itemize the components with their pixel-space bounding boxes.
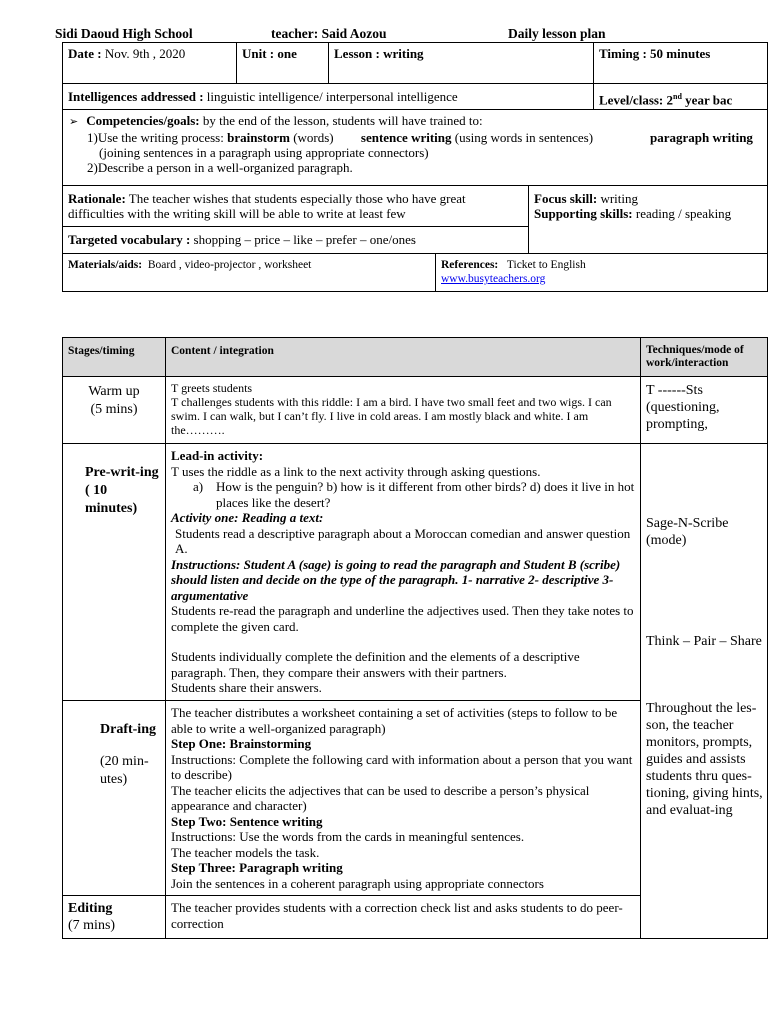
- competency-1-sentence: sentence writing: [360, 130, 452, 145]
- step-one-title: Step One: Brainstorming: [171, 736, 312, 751]
- support-label: Supporting skills:: [534, 206, 633, 221]
- step-three-text: Join the sentences in a coherent paragraph using appropriate connectors: [171, 875, 544, 891]
- skills-cell: [528, 185, 768, 254]
- editing-content-cell: The teacher provides students with a correction check list and asks students to do peer-correction: [165, 895, 641, 939]
- drafting-stage-cell: [62, 700, 166, 896]
- technique-sage-n-scribe: Sage-N-Scribe (mode): [646, 516, 729, 548]
- warmup-stage-cell: [62, 376, 166, 444]
- competencies-heading: [69, 113, 762, 130]
- step-one-text-2: The teacher elicits the adjectives that can be used to describe a person’s physical appearance and character): [171, 782, 590, 813]
- level-sup: nd: [673, 92, 682, 101]
- vocab-label: Targeted vocabulary :: [68, 232, 191, 247]
- references-cell: [435, 253, 768, 292]
- individual-text: Students individually complete the definition and the elements of a descriptive paragraph. Then, they compare their answers with their partners.: [171, 649, 580, 680]
- supporting-skills: [534, 206, 762, 221]
- intelligences-label: Intelligences addressed :: [68, 89, 204, 104]
- prewriting-content-cell: [165, 443, 641, 701]
- competencies-label: Competencies/goals:: [86, 113, 200, 128]
- competency-2-num: 2): [87, 160, 98, 175]
- editing-stage: Editing: [68, 901, 113, 916]
- materials-cell: [62, 253, 436, 292]
- step-two-title: Step Two: Sentence writing: [171, 813, 323, 829]
- share-text: Students share their answers.: [171, 680, 322, 695]
- activity-one-title: Activity one: Reading a text:: [171, 510, 324, 525]
- date-cell: [62, 42, 237, 84]
- competencies-intro: by the end of the lesson, students will have trained to:: [202, 113, 483, 128]
- unit-cell: Unit : one: [236, 42, 329, 84]
- school-name: Sidi Daoud High School: [55, 26, 193, 41]
- references-label: References:: [441, 259, 499, 271]
- technique-throughout-lesson: Throughout the les-son, the teacher monitors, prompts, guides and assists students thru ques-tioning, giving hints, and evaluat-ing: [646, 701, 763, 818]
- references-link[interactable]: www.busyteachers.org: [441, 273, 546, 285]
- date-label: Date :: [68, 46, 102, 61]
- competency-1-num: 1): [87, 130, 98, 145]
- vocabulary-cell: [62, 226, 529, 254]
- warmup-riddle: T challenges students with this riddle: I am a bird. I have two small feet and two wigs. I can swim. I can walk, but I can’t fly. I live in cold areas. I am mostly black and white. I am the……….: [171, 395, 612, 437]
- col-techniques-header: Techniques/mode of work/interaction: [640, 337, 768, 377]
- competencies-cell: [62, 109, 768, 186]
- leadin-questions: [171, 479, 635, 510]
- drafting-stage: Draft-ing: [100, 722, 156, 737]
- activity-one-text: Students read a descriptive paragraph about a Moroccan comedian and answer question A.: [175, 525, 631, 556]
- references-line: [441, 258, 762, 272]
- rationale-label: Rationale:: [68, 191, 126, 206]
- leadin-text: T uses the riddle as a link to the next activity through asking questions.: [171, 463, 541, 479]
- warmup-stage: Warm up: [88, 384, 140, 399]
- col-stages-header: Stages/timing: [62, 337, 166, 377]
- warmup-greeting: T greets students: [171, 381, 253, 395]
- rationale-cell: [62, 185, 529, 227]
- level-rest: year bac: [681, 92, 733, 108]
- leadin-q-label: a): [193, 479, 204, 494]
- reread-text: Students re-read the paragraph and underline the adjectives used. Then they take notes to complete the given card.: [171, 603, 634, 634]
- intelligences-cell: [62, 83, 594, 110]
- warmup-content-cell: [165, 376, 641, 444]
- step-one-text: Instructions: Complete the following card with information about a person that you want to describe): [171, 751, 633, 782]
- bullet-arrow-icon: ➢: [69, 116, 79, 128]
- competency-1-brainstorm: brainstorm: [227, 130, 290, 145]
- support-value: reading / speaking: [635, 206, 732, 221]
- warmup-time: (5 mins): [90, 402, 138, 417]
- intelligences-value: linguistic intelligence/ interpersonal intelligence: [206, 89, 458, 104]
- competency-2: [69, 160, 762, 175]
- focus-value: writing: [600, 191, 639, 206]
- focus-skill: [534, 191, 762, 206]
- editing-time: (7 mins): [68, 918, 116, 933]
- vocab-value: shopping – price – like – prefer – one/ones: [193, 232, 416, 247]
- lesson-cell: Lesson : writing: [328, 42, 594, 84]
- drafting-time: (20 min-utes): [100, 754, 149, 787]
- competency-1-pre: Use the writing process:: [97, 130, 228, 145]
- activity-one-instructions: Instructions: Student A (sage) is going to read the paragraph and Student B (scribe) should listen and decide on the type of the paragraph. 1- narrative 2- descriptive 3- argumentative: [171, 556, 621, 603]
- competency-1-sentences-note: (using words in sentences): [451, 130, 594, 145]
- leadin-title: Lead-in activity:: [171, 448, 264, 463]
- competency-1-note: (joining sentences in a paragraph using appropriate connectors): [99, 145, 429, 160]
- competency-2-text: Describe a person in a well-organized paragraph.: [97, 160, 353, 175]
- techniques-merged-cell: [640, 443, 768, 939]
- editing-stage-cell: [62, 895, 166, 939]
- competency-1: [69, 130, 762, 145]
- leadin-q-text: How is the penguin? b) how is it different from other birds? d) does it live in hot places like the desert?: [216, 479, 635, 510]
- timing-cell: Timing : 50 minutes: [593, 42, 768, 84]
- drafting-intro: The teacher distributes a worksheet containing a set of activities (steps to follow to be able to write a well-organized paragraph): [171, 705, 618, 736]
- materials-label: Materials/aids:: [68, 259, 143, 271]
- teacher-name: teacher: Said Aozou: [271, 26, 387, 41]
- col-content-header: Content / integration: [165, 337, 641, 377]
- materials-value: Board , video-projector , worksheet: [147, 259, 312, 271]
- warmup-technique-cell: [640, 376, 768, 444]
- competency-1-paragraph: paragraph writing: [650, 130, 753, 145]
- warmup-technique-2: (questioning, prompting,: [646, 400, 720, 432]
- step-three-title: Step Three: Paragraph writing: [171, 860, 343, 875]
- date-value: Nov. 9th , 2020: [104, 46, 186, 61]
- document-title: Daily lesson plan: [508, 26, 606, 41]
- level-label: Level/class: 2: [599, 92, 674, 108]
- technique-think-pair-share: Think – Pair – Share: [646, 634, 762, 649]
- rationale-text: The teacher wishes that students especially those who have great difficulties with the writing skill will be able to write at least few: [68, 191, 466, 221]
- warmup-technique-1: T ------Sts: [646, 383, 703, 398]
- drafting-content-cell: [165, 700, 641, 896]
- step-two-text: Instructions: Use the words from the cards in meaningful sentences.: [171, 829, 525, 844]
- references-value: Ticket to English: [506, 259, 586, 271]
- focus-label: Focus skill:: [534, 191, 598, 206]
- step-two-text-2: The teacher models the task.: [171, 844, 320, 860]
- competency-1-words: (words): [289, 130, 334, 145]
- level-cell: [593, 83, 768, 110]
- prewriting-stage-cell: Pre-writ-ing ( 10 minutes): [62, 443, 166, 701]
